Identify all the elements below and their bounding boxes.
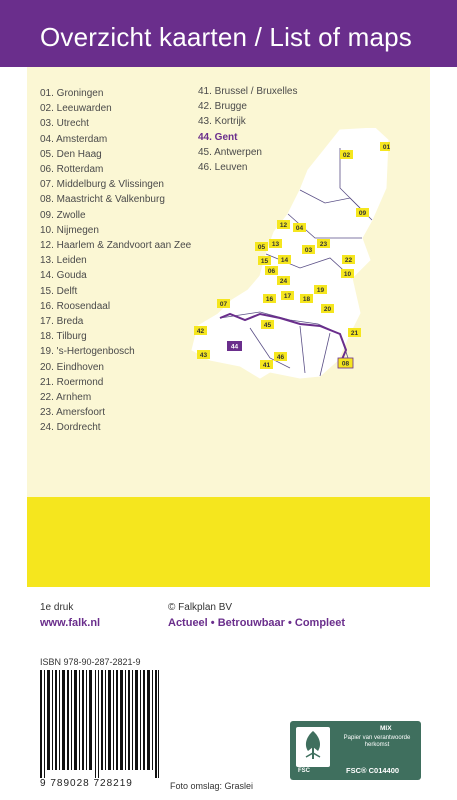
- map-list-item[interactable]: 15. Delft: [40, 285, 78, 297]
- map-marker-01[interactable]: [380, 142, 390, 151]
- svg-text:12: 12: [279, 222, 288, 229]
- map-list-item[interactable]: 24. Dordrecht: [40, 422, 101, 434]
- svg-text:05: 05: [257, 244, 266, 251]
- svg-text:07: 07: [219, 301, 228, 308]
- map-marker-41[interactable]: [260, 360, 273, 369]
- map-marker-14[interactable]: [278, 255, 291, 264]
- svg-text:02: 02: [342, 152, 351, 159]
- fsc-tree-icon: [296, 727, 330, 767]
- edition-label: 1e druk: [40, 602, 74, 613]
- map-list-item[interactable]: 41. Brussel / Bruxelles: [198, 86, 298, 97]
- svg-text:13: 13: [271, 241, 280, 248]
- svg-text:03: 03: [304, 247, 313, 254]
- svg-text:16: 16: [265, 296, 274, 303]
- map-marker-22[interactable]: [342, 255, 355, 264]
- map-marker-44-active[interactable]: [227, 341, 242, 351]
- map-marker-17[interactable]: [281, 291, 294, 300]
- svg-text:08: 08: [341, 360, 350, 368]
- isbn-text: ISBN 978-90-287-2821-9: [40, 657, 141, 667]
- barcode-digits: 9 789028 728219: [40, 778, 133, 789]
- map-list-item[interactable]: 45. Antwerpen: [198, 146, 262, 158]
- map-list-item[interactable]: 08. Maastricht & Valkenburg: [40, 194, 165, 206]
- map-list-item[interactable]: 10. Nijmegen: [40, 224, 99, 236]
- svg-text:17: 17: [283, 293, 292, 300]
- map-list-item[interactable]: 01. Groningen: [40, 88, 104, 99]
- map-marker-03[interactable]: [302, 245, 315, 254]
- map-list-item[interactable]: 14. Gouda: [40, 270, 87, 282]
- page-title: Overzicht kaarten / List of maps: [40, 22, 412, 52]
- map-list-item[interactable]: 21. Roermond: [40, 376, 104, 388]
- overview-map: [190, 128, 390, 388]
- svg-text:24: 24: [279, 278, 288, 285]
- map-marker-46[interactable]: [274, 352, 287, 361]
- svg-text:45: 45: [263, 322, 272, 329]
- copyright-text: © Falkplan BV: [168, 602, 233, 613]
- map-list-item[interactable]: 12. Haarlem & Zandvoort aan Zee: [40, 240, 192, 252]
- map-list-item[interactable]: 09. Zwolle: [40, 209, 86, 221]
- svg-text:15: 15: [260, 258, 269, 265]
- map-marker-04[interactable]: [293, 223, 306, 232]
- map-marker-15[interactable]: [258, 256, 271, 265]
- svg-text:06: 06: [267, 268, 276, 275]
- map-list-item[interactable]: 16. Roosendaal: [40, 300, 111, 312]
- map-list-item-active[interactable]: 44. Gent: [198, 131, 238, 143]
- map-list-netherlands: [40, 86, 191, 436]
- svg-text:20: 20: [323, 306, 332, 313]
- map-marker-12[interactable]: [277, 220, 290, 229]
- map-list-item[interactable]: 13. Leiden: [40, 255, 87, 267]
- fsc-mix-label: MIX: [380, 725, 392, 732]
- map-landmass: [192, 128, 388, 378]
- svg-text:41: 41: [262, 362, 271, 369]
- map-marker-45[interactable]: [261, 320, 274, 329]
- yellow-band: [27, 497, 430, 587]
- map-list-item[interactable]: 18. Tilburg: [40, 331, 87, 343]
- map-marker-07[interactable]: [217, 299, 230, 308]
- map-marker-18[interactable]: [300, 294, 313, 303]
- fsc-code: FSC® C014400: [346, 766, 400, 775]
- map-marker-09[interactable]: [356, 208, 369, 217]
- map-list-item[interactable]: 19. 's-Hertogenbosch: [40, 346, 135, 358]
- fsc-logo-text: FSC: [298, 768, 310, 774]
- map-marker-13[interactable]: [269, 239, 282, 248]
- map-marker-10[interactable]: [341, 269, 354, 278]
- map-list-item[interactable]: 46. Leuven: [198, 162, 248, 174]
- photo-credit: Foto omslag: Graslei: [170, 781, 254, 791]
- svg-text:19: 19: [316, 287, 325, 294]
- map-marker-23[interactable]: [317, 239, 330, 248]
- map-list-item[interactable]: 03. Utrecht: [40, 118, 89, 130]
- map-marker-05[interactable]: [255, 242, 268, 251]
- fsc-paper-text: Papier van verantwoorde herkomst: [343, 735, 411, 748]
- svg-text:09: 09: [358, 210, 367, 217]
- map-marker-20[interactable]: [321, 304, 334, 313]
- map-list-item[interactable]: 17. Breda: [40, 316, 84, 328]
- svg-text:43: 43: [199, 352, 208, 359]
- map-list-item[interactable]: 22. Arnhem: [40, 392, 92, 404]
- svg-text:04: 04: [295, 225, 304, 232]
- header-banner: [0, 0, 457, 67]
- svg-text:44: 44: [230, 343, 239, 351]
- map-list-item[interactable]: 05. Den Haag: [40, 148, 102, 160]
- svg-text:46: 46: [276, 354, 285, 361]
- map-marker-43[interactable]: [197, 350, 210, 359]
- map-list-item[interactable]: 07. Middelburg & Vlissingen: [40, 179, 164, 191]
- map-marker-42[interactable]: [194, 326, 207, 335]
- svg-text:23: 23: [319, 241, 328, 248]
- map-marker-06[interactable]: [265, 266, 278, 275]
- map-marker-16[interactable]: [263, 294, 276, 303]
- svg-text:01: 01: [382, 144, 390, 151]
- svg-text:21: 21: [350, 330, 359, 337]
- map-list-item[interactable]: 23. Amersfoort: [40, 407, 106, 419]
- map-list-item[interactable]: 42. Brugge: [198, 101, 247, 113]
- map-list-item[interactable]: 02. Leeuwarden: [40, 103, 112, 115]
- svg-text:42: 42: [196, 328, 205, 335]
- slogan-text: Actueel • Betrouwbaar • Compleet: [168, 617, 346, 629]
- map-marker-02[interactable]: [340, 150, 353, 159]
- map-marker-21[interactable]: [348, 328, 361, 337]
- svg-text:18: 18: [302, 296, 311, 303]
- map-marker-19[interactable]: [314, 285, 327, 294]
- map-list-item[interactable]: 20. Eindhoven: [40, 361, 104, 373]
- svg-text:22: 22: [344, 257, 353, 264]
- fsc-label: [290, 721, 421, 780]
- svg-text:10: 10: [343, 271, 352, 278]
- map-list-item[interactable]: 04. Amsterdam: [40, 133, 108, 145]
- map-marker-08[interactable]: [338, 358, 353, 368]
- website-link[interactable]: www.falk.nl: [40, 617, 101, 629]
- map-marker-24[interactable]: [277, 276, 290, 285]
- barcode-image: [40, 670, 160, 778]
- map-list-item[interactable]: 43. Kortrijk: [198, 116, 246, 128]
- svg-text:14: 14: [280, 257, 289, 264]
- map-list-item[interactable]: 06. Rotterdam: [40, 164, 104, 176]
